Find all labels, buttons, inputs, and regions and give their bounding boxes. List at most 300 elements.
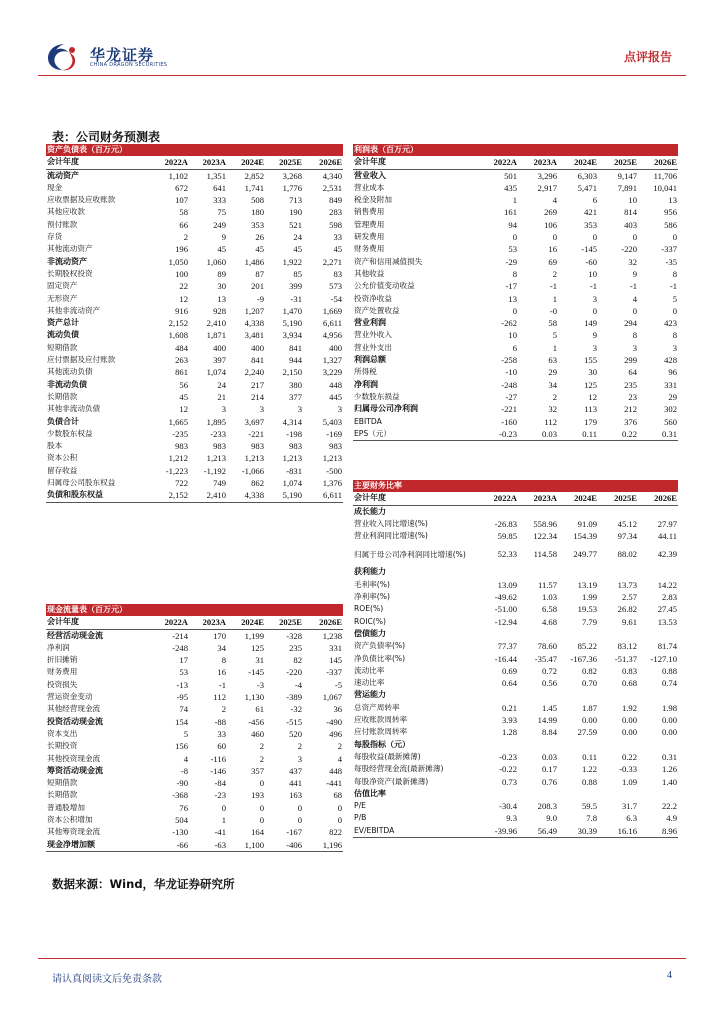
- cell-value: -29: [505, 256, 517, 267]
- cell-value: 421: [584, 207, 597, 218]
- cell-value: 44.11: [658, 531, 678, 542]
- cell-value: -258: [501, 355, 517, 366]
- row-label: 预付账款: [47, 219, 78, 229]
- cell-value: 2,152: [151, 489, 189, 502]
- cell-value: 822: [329, 827, 343, 838]
- cell-value: 45.12: [617, 518, 637, 529]
- cell-value: -60: [585, 256, 597, 267]
- table-row: [353, 416, 678, 428]
- cash-flow-table: [46, 604, 343, 852]
- cell-value: 2,410: [189, 489, 227, 502]
- row-label: 留存收益: [47, 465, 78, 475]
- dragon-logo-icon: [46, 42, 84, 72]
- table-row: [353, 293, 678, 305]
- cell-value: -35: [665, 256, 677, 267]
- cell-value: 64: [628, 367, 637, 378]
- cell-value: -54: [330, 293, 343, 304]
- table-row: [46, 403, 343, 415]
- row-label: 投资损失: [47, 679, 78, 689]
- cell-value: 1: [552, 293, 557, 304]
- cell-value: -35.47: [534, 653, 557, 664]
- cell-value: 299: [624, 355, 637, 366]
- cell-value: 983: [251, 441, 264, 452]
- row-label: 应收票据及应收账款: [47, 195, 116, 205]
- cell-value: 0: [632, 305, 637, 316]
- cell-value: -1: [549, 281, 557, 292]
- column-header-year: 2025E: [265, 156, 303, 169]
- section-header: [46, 604, 343, 616]
- row-label: 营运资金变动: [47, 692, 93, 702]
- row-label: 负债和股东权益: [46, 489, 151, 502]
- cell-value: 3: [221, 404, 226, 415]
- cell-value: 100: [175, 268, 188, 279]
- row-label: 估值比率: [354, 788, 386, 798]
- row-label: 速动比率: [354, 678, 385, 688]
- cell-value: 353: [251, 219, 264, 230]
- cell-value: 112: [213, 692, 226, 703]
- cell-value: 3,481: [244, 330, 264, 341]
- cell-value: 125: [584, 379, 597, 390]
- table-row: [46, 317, 343, 329]
- cell-value: 0.22: [621, 751, 637, 762]
- footer-divider: [38, 958, 686, 959]
- row-label: ROIC(%): [354, 616, 386, 626]
- cell-value: 983: [329, 441, 343, 452]
- cell-value: -13: [176, 679, 188, 690]
- cell-value: 400: [251, 342, 264, 353]
- row-label: 财务费用: [47, 667, 78, 677]
- cell-value: 263: [175, 355, 188, 366]
- cell-value: 91.09: [577, 518, 597, 529]
- cell-value: -116: [210, 753, 226, 764]
- cell-value: 6: [592, 195, 597, 206]
- cell-value: 193: [251, 790, 264, 801]
- cell-value: -1: [589, 281, 597, 292]
- cell-value: -3: [256, 679, 264, 690]
- cell-value: 5: [552, 330, 557, 341]
- cell-value: 235: [289, 642, 302, 653]
- column-header-row: [46, 156, 343, 169]
- cell-value: 81.74: [657, 641, 678, 652]
- row-label: 营业收入: [354, 170, 386, 180]
- cell-value: 501: [504, 170, 517, 181]
- cell-value: 983: [289, 441, 302, 452]
- cell-value: 2,150: [282, 367, 302, 378]
- cell-value: -441: [326, 778, 343, 789]
- cell-value: 1.45: [541, 702, 557, 713]
- cell-value: 376: [624, 416, 637, 427]
- cell-value: 112: [544, 416, 557, 427]
- row-label: P/B: [354, 813, 367, 823]
- column-header-year: 2024E: [227, 616, 265, 629]
- table-row: [46, 305, 343, 317]
- cell-value: 17: [179, 655, 188, 666]
- cell-value: [478, 566, 518, 578]
- cell-value: 1.03: [541, 592, 557, 603]
- cell-value: [598, 739, 638, 751]
- row-label: 股本: [47, 441, 63, 451]
- table-row: [353, 391, 678, 403]
- cell-value: 196: [175, 244, 188, 255]
- cell-value: 8: [512, 268, 517, 279]
- cell-value: 0.88: [661, 665, 678, 676]
- cell-value: -5: [334, 679, 343, 690]
- cell-value: 4: [337, 753, 343, 764]
- cell-value: 170: [213, 630, 226, 641]
- cell-value: 1,776: [282, 182, 302, 193]
- cell-value: 27.45: [657, 604, 678, 615]
- cell-value: 0.72: [541, 665, 557, 676]
- cell-value: -328: [286, 630, 302, 641]
- cell-value: 3,268: [282, 170, 302, 181]
- cell-value: -0.23: [499, 751, 517, 762]
- row-label: 每股收益(最新摊薄): [354, 751, 421, 761]
- cell-value: 2: [259, 753, 264, 764]
- cell-value: -220: [621, 244, 637, 255]
- row-label: 营运能力: [354, 690, 386, 700]
- table-row: [46, 366, 343, 378]
- cell-value: [598, 788, 638, 800]
- table-row: [353, 305, 678, 317]
- row-label: 长期借款: [47, 391, 78, 401]
- cell-value: 423: [664, 318, 677, 329]
- row-label: 其他流动负债: [47, 367, 93, 377]
- row-label: 销售费用: [354, 207, 385, 217]
- cell-value: 0.03: [541, 751, 557, 762]
- cell-value: 0.11: [558, 428, 598, 441]
- cell-value: 32: [628, 256, 637, 267]
- cell-value: -66: [151, 839, 189, 852]
- cell-value: [638, 505, 678, 518]
- cell-value: 201: [251, 281, 264, 292]
- cell-value: [518, 788, 558, 800]
- cell-value: 983: [213, 441, 226, 452]
- table-row: [353, 763, 678, 775]
- table-row: [353, 665, 678, 677]
- column-header-year: 2025E: [598, 492, 638, 505]
- cell-value: [518, 505, 558, 518]
- cell-value: 7.79: [581, 616, 597, 627]
- cell-value: -248: [172, 642, 188, 653]
- row-label: 长期股权投资: [47, 268, 93, 278]
- cell-value: 3: [337, 404, 343, 415]
- page-number: 4: [667, 970, 672, 981]
- table-row: [46, 728, 343, 740]
- table-row: [353, 256, 678, 268]
- row-label: 普通股增加: [47, 802, 85, 812]
- cell-value: 8.96: [638, 825, 678, 838]
- row-label: 其他非流动负债: [47, 404, 101, 414]
- cell-value: 1: [221, 815, 226, 826]
- table-row: [46, 477, 343, 489]
- row-label: P/E: [354, 801, 366, 811]
- table-row: [353, 317, 678, 329]
- cell-value: -500: [326, 465, 343, 476]
- cell-value: -12.94: [494, 616, 517, 627]
- cell-value: 841: [251, 355, 264, 366]
- cell-value: -51.00: [494, 604, 517, 615]
- cell-value: 149: [584, 318, 597, 329]
- cell-value: 0: [221, 802, 226, 813]
- cell-value: 399: [289, 281, 302, 292]
- cell-value: 1,067: [322, 692, 343, 703]
- section-title: 利润表（百万元）: [353, 144, 678, 156]
- cell-value: 13.19: [577, 579, 597, 590]
- cell-value: 5: [183, 728, 188, 739]
- table-row: [353, 825, 678, 838]
- cell-value: 217: [251, 379, 264, 390]
- table-row: [46, 206, 343, 218]
- table-row: [46, 280, 343, 292]
- cell-value: [558, 505, 598, 518]
- cell-value: 2,240: [244, 367, 264, 378]
- cell-value: 2,152: [168, 318, 188, 329]
- cell-value: -1,192: [203, 465, 226, 476]
- table-row: [353, 194, 678, 206]
- row-label: 净利率(%): [354, 592, 390, 602]
- cell-value: 586: [664, 219, 677, 230]
- cell-value: 283: [329, 207, 343, 218]
- cell-value: 4,338: [244, 318, 264, 329]
- cell-value: -32: [290, 704, 302, 715]
- table-row: [46, 342, 343, 354]
- cell-value: 916: [175, 305, 188, 316]
- row-label: 流动资产: [47, 170, 79, 180]
- row-label: 净利润: [47, 642, 70, 652]
- table-row: [353, 579, 678, 591]
- financial-ratios-table: [353, 480, 678, 838]
- cell-value: 22.2: [661, 801, 678, 812]
- cell-value: -1: [218, 679, 226, 690]
- row-label: 资产和信用减值损失: [354, 256, 423, 266]
- table-row: [353, 714, 678, 726]
- cell-value: 0.31: [638, 428, 678, 441]
- cell-value: 163: [289, 790, 302, 801]
- cell-value: [558, 566, 598, 578]
- cell-value: 496: [329, 728, 343, 739]
- cell-value: 45: [179, 391, 188, 402]
- cell-value: 87: [255, 268, 264, 279]
- cell-value: 77.37: [497, 641, 517, 652]
- cell-value: 59.85: [497, 531, 517, 542]
- row-label: ROE(%): [354, 604, 384, 614]
- column-header-year: 2024E: [227, 156, 265, 169]
- cell-value: 56: [179, 379, 188, 390]
- cell-value: 0.64: [501, 678, 517, 689]
- cell-value: 1,213: [322, 453, 343, 464]
- cell-value: -1: [669, 281, 677, 292]
- cell-value: 0.22: [598, 428, 638, 441]
- cell-value: 0: [297, 802, 302, 813]
- cell-value: 10: [508, 330, 517, 341]
- cell-value: 45: [255, 244, 264, 255]
- cell-value: 13.73: [617, 579, 637, 590]
- row-label: 长期借款: [47, 790, 78, 800]
- cell-value: -169: [326, 428, 343, 439]
- column-header-label: 会计年度: [46, 616, 151, 629]
- cell-value: 32: [548, 404, 557, 415]
- row-label: 公允价值变动收益: [354, 281, 415, 291]
- cell-value: 1,213: [206, 453, 226, 464]
- cell-value: 5,190: [265, 489, 303, 502]
- table-row: [353, 169, 678, 182]
- cell-value: 862: [251, 478, 264, 489]
- cell-value: 2: [183, 232, 188, 243]
- cell-value: 0.31: [661, 751, 678, 762]
- cell-value: 1,207: [244, 305, 264, 316]
- cell-value: 983: [175, 441, 188, 452]
- cell-value: 3,296: [537, 170, 557, 181]
- row-label: 经营活动现金流: [47, 630, 103, 640]
- cell-value: -0.33: [619, 764, 637, 775]
- table-row: [353, 366, 678, 378]
- cell-value: 8.84: [541, 727, 557, 738]
- table-row: [46, 452, 343, 464]
- row-label: 其他流动资产: [47, 244, 93, 254]
- cell-value: 333: [213, 195, 226, 206]
- row-label: EV/EBITDA: [353, 825, 478, 838]
- cell-value: -214: [172, 630, 188, 641]
- cell-value: 21: [217, 391, 226, 402]
- cell-value: 78.60: [537, 641, 557, 652]
- cell-value: 9,147: [617, 170, 637, 181]
- cell-value: 1,741: [244, 182, 264, 193]
- cell-value: 85.22: [577, 641, 597, 652]
- column-header-label: 会计年度: [46, 156, 151, 169]
- cell-value: 1,608: [168, 330, 188, 341]
- row-label: 现金净增加额: [46, 839, 151, 852]
- cell-value: 3: [632, 342, 637, 353]
- column-header-row: [46, 616, 343, 629]
- cell-value: 8: [672, 268, 677, 279]
- cell-value: 9: [221, 232, 226, 243]
- cell-value: 4: [183, 753, 188, 764]
- cell-value: 4.9: [666, 813, 678, 824]
- cell-value: 5,190: [282, 318, 302, 329]
- cell-value: 114.58: [533, 548, 557, 559]
- table-row: [46, 428, 343, 440]
- table-title: 表：公司财务预测表: [52, 130, 161, 144]
- cell-value: [558, 788, 598, 800]
- cell-value: [518, 566, 558, 578]
- cell-value: -8: [180, 765, 188, 776]
- row-label: 少数股东权益: [47, 428, 93, 438]
- row-label: EBITDA: [354, 416, 382, 426]
- report-type-label: 点评报告: [623, 50, 672, 64]
- table-row: [353, 653, 678, 665]
- row-label: 偿债能力: [354, 628, 386, 638]
- cell-value: 0.17: [541, 764, 557, 775]
- cell-value: [638, 628, 678, 640]
- cell-value: 69: [548, 256, 557, 267]
- row-label: 资本公积增加: [47, 815, 93, 825]
- cell-value: 36: [333, 704, 343, 715]
- table-row: [353, 530, 678, 542]
- row-label: 折旧摊销: [47, 655, 78, 665]
- cell-value: 558.96: [533, 518, 557, 529]
- table-row: [353, 518, 678, 530]
- cell-value: 1.98: [661, 702, 678, 713]
- cell-value: 85: [293, 268, 302, 279]
- row-label: 所得税: [354, 367, 377, 377]
- cell-value: 1,470: [282, 305, 302, 316]
- row-label: 其他经营现金流: [47, 704, 101, 714]
- cell-value: 249: [213, 219, 226, 230]
- cell-value: 377: [289, 391, 302, 402]
- cell-value: 397: [213, 355, 226, 366]
- table-row: [353, 379, 678, 391]
- cell-value: 1.87: [581, 702, 597, 713]
- table-row: [46, 169, 343, 182]
- cell-value: 302: [664, 404, 677, 415]
- cell-value: 27.97: [657, 518, 678, 529]
- cell-value: 560: [664, 416, 677, 427]
- cell-value: 3,697: [244, 416, 264, 427]
- table-row: [353, 702, 678, 714]
- table-row: [353, 542, 678, 566]
- column-header-year: 2026E: [303, 616, 343, 629]
- table-row: [353, 800, 678, 812]
- cell-value: 521: [289, 219, 302, 230]
- cell-value: [518, 628, 558, 640]
- cell-value: 294: [624, 318, 637, 329]
- cell-value: [598, 628, 638, 640]
- cell-value: 1,196: [303, 839, 343, 852]
- cell-value: 34: [217, 642, 226, 653]
- row-label: 利润总额: [354, 355, 386, 365]
- row-label: 资产总计: [47, 318, 79, 328]
- cell-value: 8: [221, 655, 226, 666]
- column-header-row: [353, 492, 678, 505]
- cell-value: 0: [259, 802, 264, 813]
- cell-value: -145: [581, 244, 597, 255]
- cell-value: 1,213: [244, 453, 264, 464]
- cell-value: 1,376: [322, 478, 343, 489]
- cell-value: 75: [217, 207, 226, 218]
- cell-value: 164: [251, 827, 264, 838]
- cell-value: 8: [672, 330, 677, 341]
- cell-value: 2: [552, 268, 557, 279]
- row-label: 应付账款周转率: [354, 727, 408, 737]
- row-label: 应收账款周转率: [354, 715, 408, 725]
- cell-value: 1: [512, 195, 517, 206]
- cell-value: 9.61: [621, 616, 637, 627]
- cell-value: 2: [221, 704, 226, 715]
- cell-value: -337: [326, 667, 343, 678]
- cell-value: 208.3: [537, 801, 557, 812]
- cell-value: 1,130: [244, 692, 264, 703]
- table-row: [353, 403, 678, 415]
- cell-value: 0.74: [661, 678, 678, 689]
- cell-value: 0.73: [501, 776, 517, 787]
- cell-value: 0.82: [581, 665, 597, 676]
- cell-value: 400: [213, 342, 226, 353]
- cell-value: 212: [624, 404, 637, 415]
- cell-value: [558, 739, 598, 751]
- cell-value: 0.21: [501, 702, 517, 713]
- table-row: [353, 640, 678, 652]
- row-label: 投资活动现金流: [47, 716, 103, 726]
- table-row: [353, 505, 678, 518]
- cell-value: 4,956: [322, 330, 343, 341]
- cell-value: 944: [289, 355, 302, 366]
- cell-value: 641: [213, 182, 226, 193]
- table-row: [353, 739, 678, 751]
- row-label: 其他投资现金流: [47, 753, 101, 763]
- cell-value: [598, 689, 638, 701]
- section-header: [46, 144, 343, 156]
- column-header-year: 2025E: [598, 156, 638, 169]
